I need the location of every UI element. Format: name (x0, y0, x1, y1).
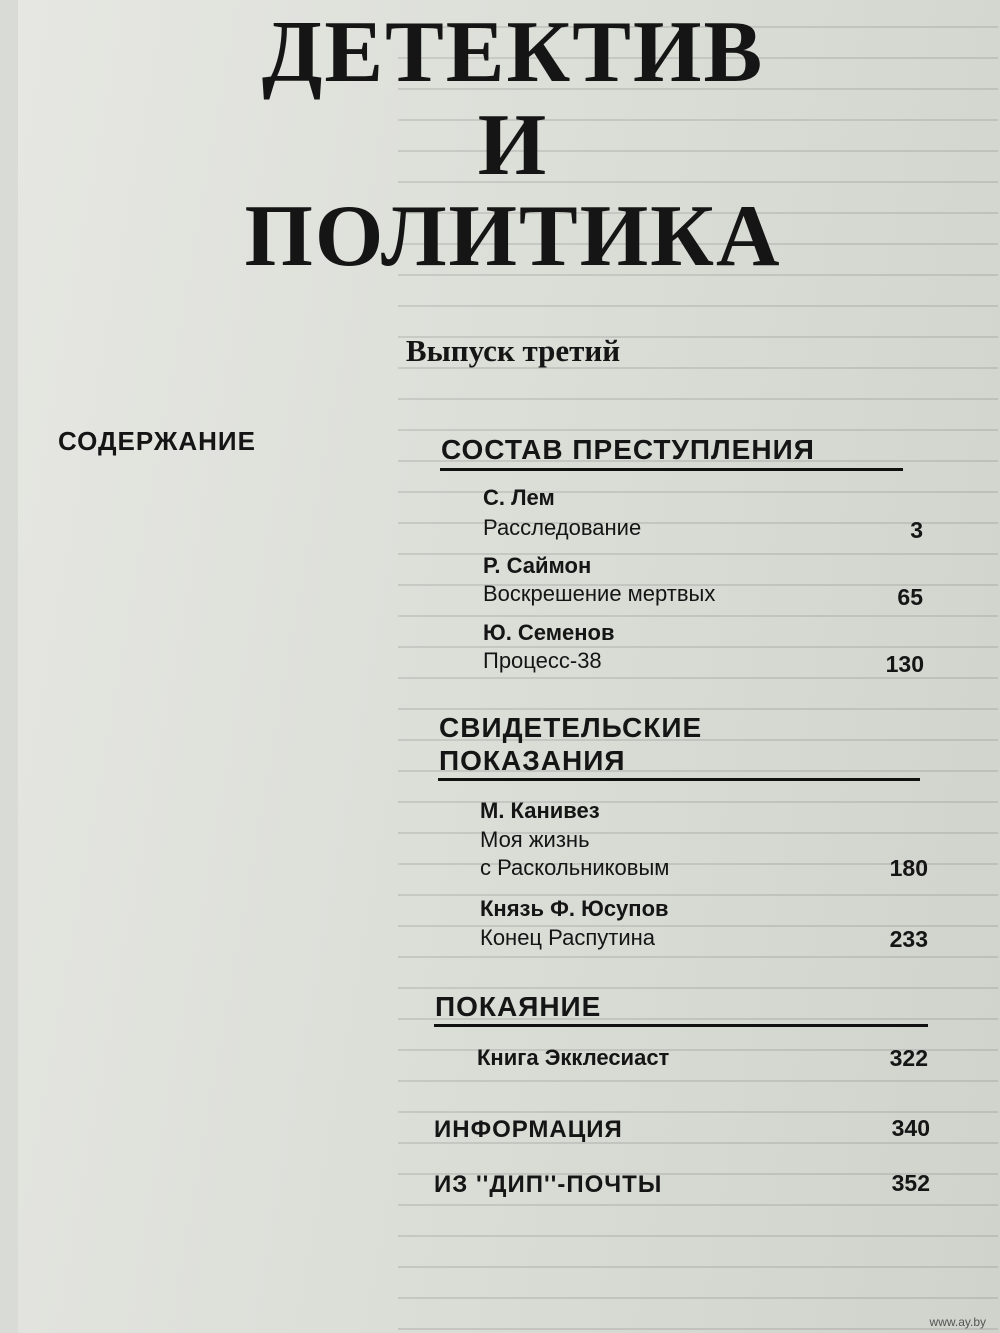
issue-label: Выпуск третий (405, 333, 621, 368)
mail-label: ИЗ ''ДИП''-ПОЧТЫ (434, 1171, 663, 1198)
entry-page: 340 (891, 1115, 930, 1141)
entry-title-line-2: с Раскольниковым (480, 855, 670, 880)
entry-title-line-1: Моя жизнь (480, 827, 590, 852)
entry-page: 180 (889, 855, 928, 881)
entry-author: Ю. Семенов (483, 620, 615, 645)
entry-title: Расследование (483, 515, 642, 540)
entry-author: М. Канивез (480, 798, 600, 823)
book-title-line-1: ДЕТЕКТИВ (261, 4, 765, 101)
section-title: СОСТАВ ПРЕСТУПЛЕНИЯ (441, 434, 815, 465)
entry-page: 322 (889, 1045, 928, 1071)
entry-author: Князь Ф. Юсупов (480, 896, 669, 921)
entry-page: 65 (897, 584, 923, 610)
entry-page: 3 (910, 517, 923, 543)
entry-title: Книга Экклесиаст (477, 1045, 670, 1070)
entry-title: Конец Распутина (480, 925, 655, 950)
contents-heading: СОДЕРЖАНИЕ (58, 426, 256, 456)
section-rule (438, 778, 920, 781)
section-title-line-1: СВИДЕТЕЛЬСКИЕ (439, 712, 703, 743)
book-title-line-2: И (477, 97, 549, 194)
entry-title: Воскрешение мертвых (483, 581, 716, 606)
info-label: ИНФОРМАЦИЯ (434, 1116, 623, 1143)
entry-page: 233 (889, 926, 928, 952)
section-rule (440, 468, 903, 471)
book-page (18, 0, 1000, 1333)
entry-page: 130 (885, 651, 924, 677)
section-rule (434, 1024, 928, 1027)
entry-title: Процесс-38 (483, 648, 602, 673)
book-title-line-3: ПОЛИТИКА (244, 188, 782, 285)
watermark: www.ay.by (929, 1315, 986, 1329)
section-title: ПОКАЯНИЕ (435, 991, 602, 1022)
entry-author: С. Лем (483, 485, 555, 510)
section-title-line-2: ПОКАЗАНИЯ (439, 745, 626, 776)
entry-author: Р. Саймон (483, 553, 592, 578)
entry-page: 352 (891, 1170, 930, 1196)
